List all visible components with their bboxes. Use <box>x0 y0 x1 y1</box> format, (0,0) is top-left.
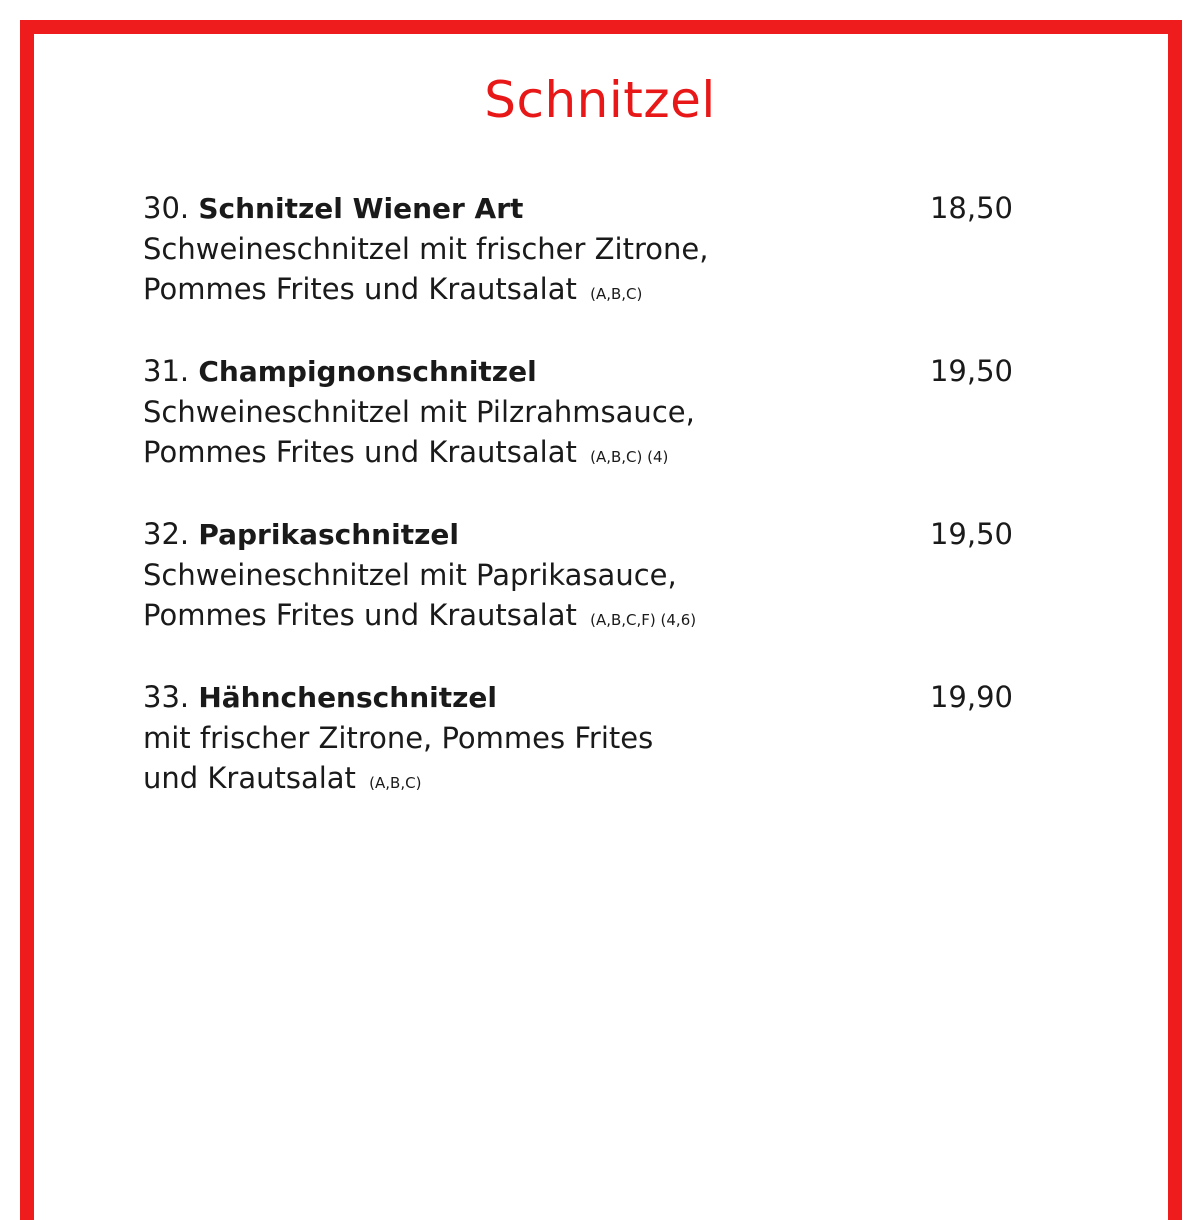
menu-item-name: Paprikaschnitzel <box>198 518 459 551</box>
menu-item-allergens: (A,B,C) <box>590 285 643 303</box>
menu-item <box>143 188 1013 351</box>
menu-item-name: Hähnchenschnitzel <box>198 681 497 714</box>
menu-item-description-line: Schweineschnitzel mit Pilzrahmsauce, <box>143 395 695 429</box>
menu-item-description-line <box>143 595 1013 640</box>
menu-item-heading <box>143 514 1013 555</box>
menu-item-description-text: und Krautsalat <box>143 761 356 795</box>
menu-item-heading <box>143 677 1013 718</box>
menu-item-description-line: Schweineschnitzel mit Paprikasauce, <box>143 558 677 592</box>
menu-item-price: 19,50 <box>929 354 1013 388</box>
menu-item-description-line <box>143 269 1013 314</box>
menu-item-price: 19,90 <box>929 680 1013 714</box>
menu-item-description-text: Pommes Frites und Krautsalat <box>143 272 577 306</box>
menu-list <box>143 188 1013 840</box>
menu-item-description-line <box>143 432 1013 477</box>
menu-item-name: Champignonschnitzel <box>198 355 537 388</box>
menu-item-heading <box>143 188 1013 229</box>
menu-item-number: 32. <box>143 517 190 551</box>
menu-item-price: 18,50 <box>929 191 1013 225</box>
menu-item <box>143 351 1013 514</box>
menu-item-number: 31. <box>143 354 190 388</box>
menu-item-description-line: mit frischer Zitrone, Pommes Frites <box>143 721 654 755</box>
menu-item-allergens: (A,B,C,F) (4,6) <box>590 611 697 629</box>
menu-item-number: 30. <box>143 191 190 225</box>
menu-item <box>143 677 1013 840</box>
menu-item-name: Schnitzel Wiener Art <box>198 192 524 225</box>
menu-item-allergens: (A,B,C) (4) <box>590 448 669 466</box>
menu-item-description-line: Schweineschnitzel mit frischer Zitrone, <box>143 232 709 266</box>
menu-item-description-text: Pommes Frites und Krautsalat <box>143 435 577 469</box>
menu-item-heading <box>143 351 1013 392</box>
menu-item-description-text: Pommes Frites und Krautsalat <box>143 598 577 632</box>
menu-item-price: 19,50 <box>929 517 1013 551</box>
menu-item-number: 33. <box>143 680 190 714</box>
menu-item-description-line <box>143 758 1013 803</box>
menu-item <box>143 514 1013 677</box>
page-title: Schnitzel <box>484 71 716 129</box>
menu-item-allergens: (A,B,C) <box>369 774 422 792</box>
